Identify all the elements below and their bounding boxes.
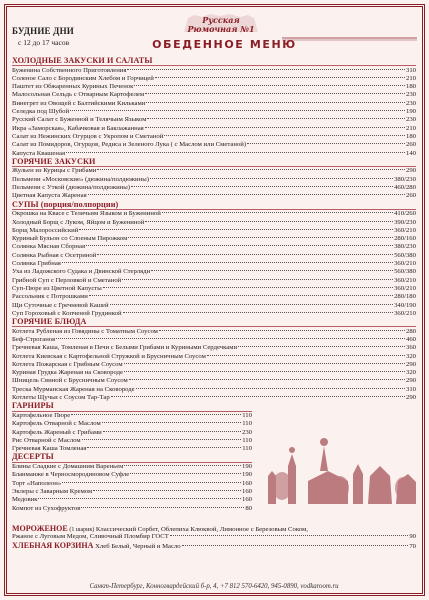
leader-dots	[136, 388, 405, 389]
item-price: 160	[241, 487, 252, 495]
item-name: Рис Отварной с Маслом	[12, 436, 81, 444]
item-name: Бланманже в Черносмородиновом Суфле	[12, 471, 130, 479]
item-name: Гречневая Каша, Томленая в Печи с Белыми Грибами и Куриными Сердечками	[12, 344, 238, 352]
menu-title: ОБЕДЕННОЕ МЕНЮ	[152, 38, 297, 51]
menu-item	[12, 285, 416, 293]
section-title: ГАРНИРЫ	[12, 402, 252, 411]
item-price: 190	[405, 108, 416, 116]
item-price: 230	[405, 91, 416, 99]
menu-item	[12, 116, 416, 124]
leader-dots	[150, 178, 393, 179]
item-name: Жульен из Курицы с Грибами	[12, 167, 97, 175]
leader-dots	[56, 338, 405, 339]
item-price: 360/210	[394, 284, 416, 292]
leader-dots	[145, 221, 393, 222]
menu-item	[12, 480, 252, 488]
item-name: Котлеты Щучьи с Соусом Тар-Тар	[12, 394, 110, 402]
leader-dots	[128, 237, 393, 238]
leader-dots	[88, 194, 405, 195]
leader-dots	[131, 186, 393, 187]
menu-item	[12, 429, 252, 437]
leader-dots	[145, 93, 405, 94]
leader-dots	[97, 169, 405, 170]
item-name: Капуста Квашеная	[12, 149, 66, 157]
item-name: Суп-Пюре из Цветной Капусты	[12, 284, 102, 292]
menu-item	[12, 437, 252, 445]
item-price: 320	[405, 352, 416, 360]
menu-item	[12, 176, 416, 184]
item-price: 290	[405, 360, 416, 368]
item-price: 190	[241, 471, 252, 479]
leader-dots	[247, 143, 405, 144]
item-price: 160	[241, 479, 252, 487]
item-name: Куриный Бульон со Слоеным Пирожком	[12, 235, 128, 243]
item-name: Картофель Жареный с Грибами	[12, 428, 102, 436]
item-name: Куриная Грудка Жареная на Сковороде	[12, 369, 123, 377]
item-name: Икра «Заморская», Кабачковая и Баклажанная	[12, 124, 144, 132]
menu-item	[12, 75, 416, 83]
item-price: 180	[405, 83, 416, 91]
item-price: 460/280	[394, 184, 416, 192]
bread-row	[12, 542, 416, 550]
item-name: Картофельное Пюре	[12, 411, 71, 419]
item-price: 280/160	[394, 235, 416, 243]
svg-text:Русская: Русская	[202, 15, 240, 25]
item-price: 310	[405, 385, 416, 393]
item-price: 230	[405, 116, 416, 124]
item-price: 380/230	[394, 243, 416, 251]
menu-item	[12, 412, 252, 420]
item-name: Грибной Суп с Перловкой и Сметаной	[12, 276, 122, 284]
section-title: ДЕСЕРТЫ	[12, 453, 252, 462]
item-price: 340/190	[394, 301, 416, 309]
village-illustration	[258, 426, 418, 506]
section-title: ГОРЯЧИЕ ЗАКУСКИ	[12, 158, 416, 167]
item-name: Солянка Грибная	[12, 260, 61, 268]
item-name: Компот из Сухофруктов	[12, 504, 81, 512]
bread-text: Хлеб Белый, Черный и Масло	[95, 542, 181, 550]
item-name: Малосольная Сельдь с Отварным Картофелем	[12, 91, 145, 99]
item-price: 180	[405, 132, 416, 140]
item-price: 110	[242, 411, 252, 419]
leader-dots	[123, 312, 394, 313]
item-price: 560/380	[394, 251, 416, 259]
leader-dots	[82, 439, 242, 440]
section-title: ХОЛОДНЫЕ ЗАКУСКИ И САЛАТЫ	[12, 57, 416, 66]
leader-dots	[110, 304, 393, 305]
item-name: Пельмени «Московские» (дюжина/полдюжины)	[12, 175, 149, 183]
icecream-row	[12, 525, 416, 533]
extras-block	[12, 525, 416, 550]
item-price: 360/210	[394, 276, 416, 284]
item-name: Русский Салат с Буженной и Телячьим Языком	[12, 116, 147, 124]
menu-item	[12, 184, 416, 192]
item-name: Щи Суточные с Гречневой Кашей	[12, 301, 109, 309]
menu-item	[12, 420, 252, 428]
leader-dots	[62, 262, 393, 263]
item-name: Суп Гороховый с Копченой Грудинкой	[12, 309, 122, 317]
menu-item	[12, 336, 416, 344]
item-name: Шницель Свиной с Брусничным Соусом	[12, 377, 128, 385]
item-price: 110	[242, 420, 252, 428]
menu-item	[12, 167, 416, 175]
item-price: 390/230	[394, 218, 416, 226]
item-name: Торт «Наполеон»	[12, 479, 62, 487]
hours-label: с 12 до 17 часов	[18, 38, 70, 47]
menu-item	[12, 125, 416, 133]
item-price: 290	[405, 377, 416, 385]
item-name: Холодный Борщ с Луком, Яйцом и Бужениной	[12, 218, 145, 226]
icecream-text2: Ржаное с Луговым Медом, Сливочный Пломбир ГОСТ	[12, 533, 169, 541]
item-price: 280	[405, 327, 416, 335]
header	[12, 12, 417, 56]
menu-item	[12, 108, 416, 116]
item-name: Гречневая Каша Томленая	[12, 445, 87, 453]
menu-item	[12, 260, 416, 268]
item-price: 260	[405, 141, 416, 149]
leader-dots	[38, 498, 240, 499]
item-name: Солянка Рыбная с Осетриной	[12, 251, 97, 259]
menu-item	[12, 386, 416, 394]
menu-item	[12, 277, 416, 285]
item-price: 380/230	[394, 175, 416, 183]
leader-dots	[134, 85, 405, 86]
item-price: 160	[241, 496, 252, 504]
item-price: 110	[242, 445, 252, 453]
leader-dots	[97, 254, 393, 255]
item-name: Винегрет из Овощей с Балтийскими Кильками	[12, 99, 146, 107]
menu-item	[12, 219, 416, 227]
bread-price: 70	[409, 542, 416, 550]
item-name: Картофель Отварной с Маслом	[12, 420, 101, 428]
leader-dots	[127, 69, 405, 70]
menu-item	[12, 268, 416, 276]
item-price: 210	[405, 124, 416, 132]
menu-item	[12, 488, 252, 496]
leader-dots	[164, 135, 405, 136]
leader-dots	[79, 229, 393, 230]
item-name: Эклеры с Заварным Кремом	[12, 487, 93, 495]
menu-item	[12, 496, 252, 504]
leader-dots	[162, 212, 393, 213]
item-price: 190	[241, 463, 252, 471]
item-price: 360/210	[394, 260, 416, 268]
item-price: 460	[405, 335, 416, 343]
menu-item	[12, 353, 416, 361]
menu-item	[12, 302, 416, 310]
item-name: Соленое Сало с Бородинским Хлебом и Горчицей	[12, 74, 154, 82]
menu-item	[12, 377, 416, 385]
menu-item	[12, 67, 416, 75]
item-price: 230	[241, 428, 252, 436]
leader-dots	[103, 431, 241, 432]
leader-dots	[207, 355, 405, 356]
menu-item	[12, 505, 252, 513]
leader-dots	[130, 473, 241, 474]
item-price: 280/180	[394, 293, 416, 301]
menu-item	[12, 210, 416, 218]
menu-item	[12, 141, 416, 149]
item-price: 360	[405, 344, 416, 352]
menu-item	[12, 227, 416, 235]
item-price: 360/210	[394, 226, 416, 234]
svg-text:Рюмочная №1: Рюмочная №1	[187, 24, 255, 34]
item-price: 290	[405, 167, 416, 175]
item-name: Пельмени с Уткой (дюжина/полдюжины)	[12, 184, 130, 192]
item-price: 80	[245, 504, 252, 512]
item-name: Борщ Малороссийский	[12, 226, 79, 234]
item-name: Солянка Мясная Сборная	[12, 243, 86, 251]
leader-dots	[147, 118, 405, 119]
leader-dots	[89, 295, 393, 296]
section-title: СУПЫ (порция/полпорции)	[12, 201, 416, 210]
item-name: Котлета Пожарская с Грибным Соусом	[12, 360, 123, 368]
ornament-rule	[282, 28, 417, 42]
leader-dots	[155, 77, 405, 78]
leader-dots	[146, 102, 405, 103]
item-price: 310	[405, 66, 416, 74]
item-price: 360/210	[394, 309, 416, 317]
leader-dots	[159, 330, 405, 331]
restaurant-logo	[182, 12, 260, 34]
weekdays-label: БУДНИЕ ДНИ	[12, 26, 74, 36]
item-price: 140	[405, 149, 416, 157]
item-name: Цветная Капуста Жареная	[12, 192, 87, 200]
menu-item	[12, 471, 252, 479]
menu-item	[12, 91, 416, 99]
leader-dots	[111, 396, 405, 397]
item-price: 410/260	[394, 210, 416, 218]
item-name: Котлета Киевская с Картофельной Стружкой и Брусничным Соусом	[12, 352, 206, 360]
leader-dots	[124, 465, 241, 466]
item-name: Треска Мурманская Жареная на Сковороде	[12, 385, 135, 393]
item-price: 260	[405, 192, 416, 200]
menu-item	[12, 369, 416, 377]
item-price: 230	[405, 99, 416, 107]
menu-item	[12, 344, 416, 352]
leader-dots	[66, 152, 405, 153]
item-name: Салат из Нежинских Огурцов с Укропом и Сметаной	[12, 132, 164, 140]
menu-item	[12, 293, 416, 301]
item-name: Медовик	[12, 496, 38, 504]
menu-item	[12, 463, 252, 471]
section-title: ГОРЯЧИЕ БЛЮДА	[12, 318, 416, 327]
item-name: Селедка под Шубой	[12, 108, 70, 116]
leader-dots	[103, 287, 393, 288]
leader-dots	[87, 447, 241, 448]
menu-item	[12, 328, 416, 336]
item-price: 290	[405, 394, 416, 402]
leader-dots	[102, 422, 241, 423]
bread-label: ХЛЕБНАЯ КОРЗИНА	[12, 540, 94, 550]
leader-dots	[86, 245, 393, 246]
leader-dots	[93, 490, 241, 491]
leader-dots	[71, 414, 241, 415]
item-price: 210	[405, 74, 416, 82]
menu-item	[12, 361, 416, 369]
leader-dots	[170, 535, 408, 536]
item-price: 320	[405, 369, 416, 377]
item-price: 110	[242, 436, 252, 444]
menu-item	[12, 235, 416, 243]
leader-dots	[124, 371, 405, 372]
menu-item	[12, 100, 416, 108]
leader-dots	[81, 507, 244, 508]
footer-address: Санкт-Петербург, Конногвардейский б-р, 4, +7 812 570-6420, 945-0890, vodkaroom.ru	[89, 583, 339, 590]
icecream-label: МОРОЖЕНОЕ	[12, 524, 68, 533]
leader-dots	[182, 545, 409, 546]
leader-dots	[70, 110, 405, 111]
item-name: Рассольник с Потрошками	[12, 293, 88, 301]
item-name: Уха из Ладожского Судака и Двинской Стерляди	[12, 268, 151, 276]
item-name: Окрошка на Квасе с Телячьим Языком и Бужениной	[12, 210, 161, 218]
menu-item	[12, 252, 416, 260]
icecream-portion: (1 шарик)	[69, 527, 95, 533]
leader-dots	[122, 279, 393, 280]
item-price: 560/380	[394, 268, 416, 276]
leader-dots	[124, 363, 405, 364]
leader-dots	[145, 127, 405, 128]
leader-dots	[238, 346, 405, 347]
item-name: Блины Сладкие с Домашним Вареньем	[12, 463, 124, 471]
menu-item	[12, 83, 416, 91]
item-name: Котлета Рубленая из Говядины с Томатным Соусом	[12, 327, 158, 335]
menu-item	[12, 243, 416, 251]
icecream-text1: Классический Сорбет, Облепиха Клюквой, Лимонное с Березовым Соком,	[95, 526, 308, 533]
leader-dots	[62, 482, 241, 483]
leader-dots	[129, 379, 405, 380]
menu-item	[12, 133, 416, 141]
item-name: Салат из Помидоров, Огурцов, Редиса и Зеленого Лука ( с Маслом или Сметаной)	[12, 141, 247, 149]
leader-dots	[151, 270, 393, 271]
item-name: Беф-Строганов	[12, 335, 56, 343]
item-name: Паштет из Обжаренных Куриных Печенок	[12, 83, 134, 91]
menu-item	[12, 394, 416, 402]
item-name: Буженина Собственного Приготовления	[12, 66, 127, 74]
icecream-price: 90	[409, 533, 416, 541]
